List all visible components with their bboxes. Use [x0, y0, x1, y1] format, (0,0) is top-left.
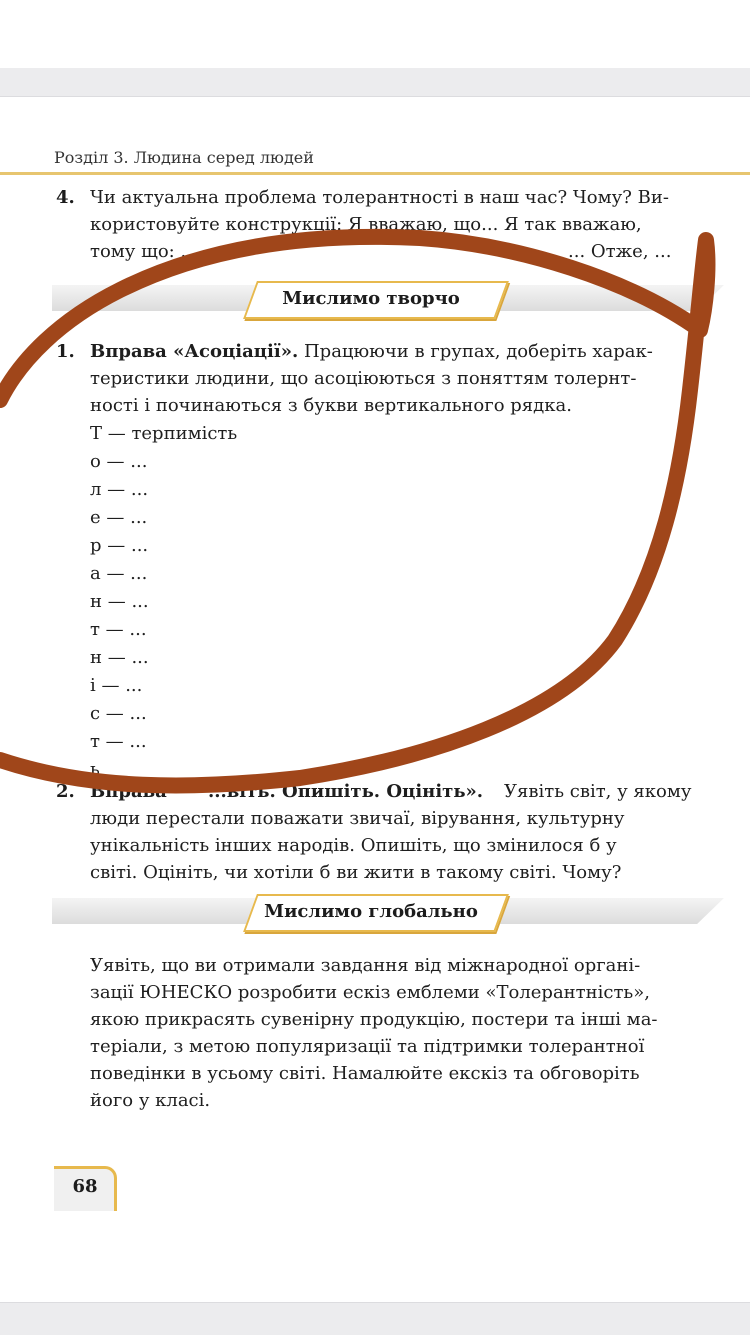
- acrostic-item: е — ...: [90, 507, 148, 528]
- ex2-title-start: Вправа: [90, 781, 167, 802]
- ex1-line-1: [90, 338, 735, 365]
- ex2-line-1: [90, 778, 735, 805]
- acrostic-item: т — ...: [90, 619, 147, 640]
- global-line: Уявіть, що ви отримали завдання від міжнародної органі-: [90, 955, 641, 976]
- ex1-line-tail: нт-: [608, 368, 637, 389]
- acrostic-item: т — ...: [90, 731, 147, 752]
- viewer-bottom-band: [0, 1302, 750, 1335]
- q4-line: тому що: ...: [90, 241, 198, 262]
- ex1-line-tail: к-: [635, 341, 653, 362]
- acrostic-item: л — ...: [90, 479, 149, 500]
- acrostic-item: р — ...: [90, 535, 149, 556]
- global-line: теріали, з метою популяризації та підтримки толерантної: [90, 1036, 645, 1057]
- running-head-rule: [0, 172, 750, 175]
- ex2-text: [90, 778, 735, 886]
- ex1-line: теристики людини, що асоціюються з поняттям толер: [90, 368, 609, 389]
- acrostic-item: о — ...: [90, 451, 148, 472]
- ex1-line: Працюючи в групах, доберіть хара: [303, 341, 636, 362]
- acrostic-list: [90, 420, 237, 784]
- ex1-number: 1.: [56, 341, 75, 362]
- ex1-text: [90, 338, 735, 419]
- ex1-line-2: [90, 365, 735, 392]
- q4-line: ... Отже, ...: [568, 241, 672, 262]
- acrostic-item: с — ...: [90, 703, 147, 724]
- banner-global: Мислимо глобально: [264, 901, 478, 922]
- acrostic-item: і — ...: [90, 675, 143, 696]
- running-head: Розділ 3. Людина серед людей: [54, 148, 314, 167]
- acrostic-item: Т — терпимість: [90, 423, 238, 444]
- ex2-title-end: ...віть. Опишіть. Оцініть».: [208, 781, 484, 802]
- q4-line: Чи актуальна проблема толерантності в наш час? Чому? Ви-: [90, 187, 669, 208]
- q4-line-3: [90, 238, 730, 265]
- q4-number: 4.: [56, 187, 75, 208]
- ex2-line: Уявіть світ, у якому: [504, 781, 692, 802]
- ex2-number: 2.: [56, 781, 75, 802]
- ex2-line: унікальність інших народів. Опишіть, що змінилося б у: [90, 835, 617, 856]
- top-bar: [0, 0, 750, 68]
- q4-text: [90, 184, 730, 265]
- viewer-top-band: [0, 68, 750, 97]
- ex1-title: Вправа «Асоціації».: [90, 341, 299, 362]
- ex2-line: світі. Оцініть, чи хотіли б ви жити в такому світі. Чому?: [90, 862, 622, 883]
- global-line: поведінки в усьому світі. Намалюйте екскіз та обговоріть: [90, 1063, 640, 1084]
- global-line: якою прикрасять сувенірну продукцію, постери та інші ма-: [90, 1009, 658, 1030]
- global-line: зації ЮНЕСКО розробити ескіз емблеми «Толерантність»,: [90, 982, 650, 1003]
- acrostic-item: а — ...: [90, 563, 148, 584]
- acrostic-item: ь: [90, 759, 100, 780]
- page-number: 68: [72, 1176, 98, 1197]
- acrostic-item: н — ...: [90, 647, 149, 668]
- acrostic-item: н — ...: [90, 591, 149, 612]
- banner-creative: Мислимо творчо: [282, 288, 460, 309]
- q4-line: користовуйте конструкції: Я вважаю, що... Я так вважаю,: [90, 214, 642, 235]
- global-task-text: [90, 952, 735, 1114]
- ex2-line: люди перестали поважати звичаї, вірування, культурну: [90, 808, 625, 829]
- global-line: його у класі.: [90, 1090, 211, 1111]
- ex1-line: ності і починаються з букви вертикального рядка.: [90, 395, 572, 416]
